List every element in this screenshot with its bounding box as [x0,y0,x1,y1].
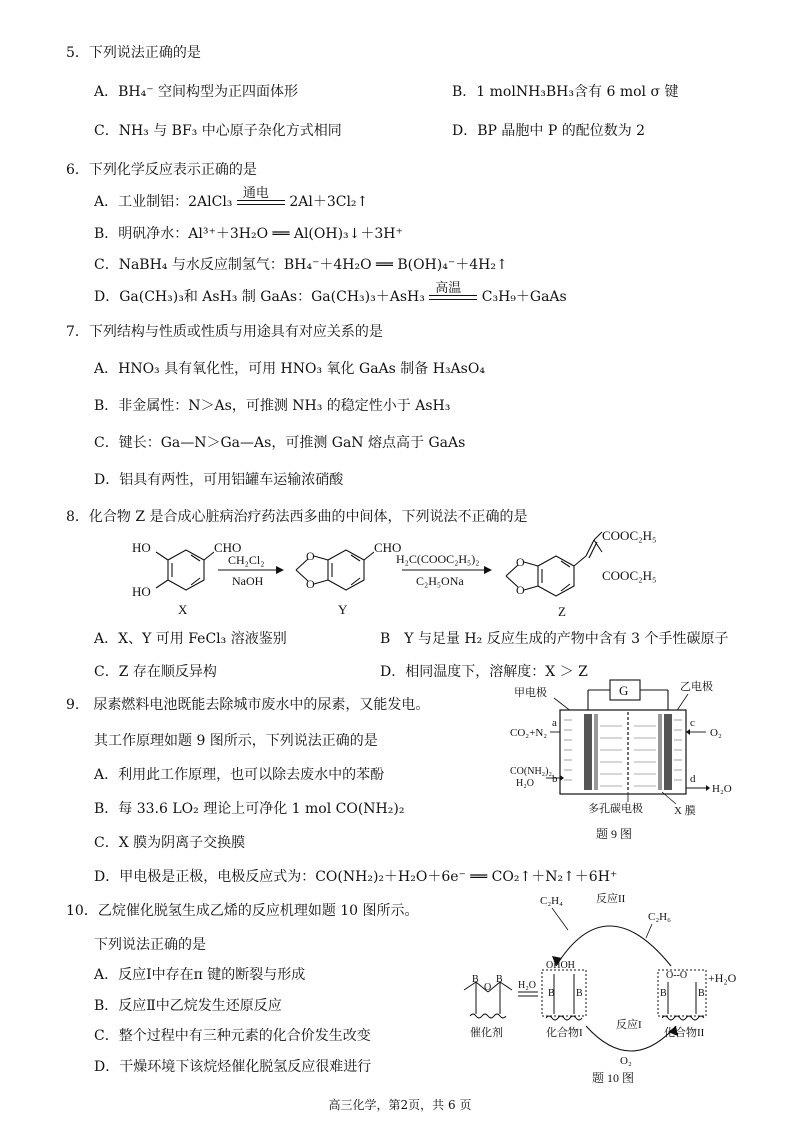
q9-option-b: B．每 33.6 LO₂ 理论上可净化 1 mol CO(NH₂)₂ [94,801,405,817]
c2h4-label: C₂H₄ [540,895,563,907]
cat-o: O [484,982,492,993]
flow-urea: CO(NH₂)₂ [510,766,552,777]
x-ho-bottom: HO [132,584,151,599]
q10-stem-line2: 下列说法正确的是 [94,937,206,953]
yi-electrode-label: 乙电极 [680,681,713,693]
compound-ii-label: 化合物II [664,1027,705,1039]
y-label: Y [338,602,348,617]
q6-d-pre: D．Ga(CH₃)₃和 AsH₃ 制 GaAs：Ga(CH₃)₃＋AsH₃ [94,289,425,305]
q8-option-d: D．相同温度下，溶解度：X ＞ Z [380,664,588,680]
cmp2-b2: B [698,988,705,999]
porous-carbon-electrode-left [594,714,598,790]
x-membrane-label: X 膜 [674,805,696,817]
cmp2-b1: B [660,988,667,999]
q10-option-d: D．干燥环境下该烷烃催化脱氢反应很难进行 [94,1059,372,1075]
q10-option-a: A．反应Ⅰ中存在π 键的断裂与形成 [94,967,306,983]
x-ho-top: HO [132,540,151,555]
z-o-top: O [516,555,525,569]
galvanometer-label: G [619,683,629,698]
flow-water-in: H₂O [516,778,534,789]
q7-option-d: D．铝具有两性，可用铝罐车运输浓硝酸 [94,472,344,488]
q6-d-post: C₃H₉＋GaAs [481,289,567,305]
cat-b2: B [496,974,503,985]
port-d: d [690,773,696,785]
compound-x [156,550,214,590]
flow-water-out: H₂O [712,783,732,795]
cmp1-ohoh: OHOH [546,960,575,971]
yi-electrode [664,714,672,790]
h2o-equilibrium: H₂O [518,980,536,991]
q6-d-cond: 高温 [435,281,462,296]
q6-option-b: B．明矾净水：Al³⁺＋3H₂O ══ Al(OH)₃↓＋3H⁺ [94,226,403,242]
q6-a-pre: A．工业制铝：2AlCl₃ [94,194,233,210]
q9-option-d: D．甲电极是正极，电极反应式为：CO(NH₂)₂＋H₂O＋6e⁻ ══ CO₂↑＋N₂↑＋6H⁺ [94,869,618,885]
q5-option-a: A．BH₄⁻ 空间构型为正四面体形 [94,84,299,100]
q8-option-b: B Y 与足量 H₂ 反应生成的产物中含有 3 个手性碳原子 [380,631,729,647]
arrow2-top: H₂C(COOC₂H₅)₂ [396,552,480,566]
q6-option-a [94,186,369,211]
reaction-i-label: 反应I [616,1019,642,1031]
x-cho: CHO [214,540,242,555]
q6-stem: 6．下列化学反应表示正确的是 [66,162,257,178]
y-o-bottom: O [306,577,315,591]
q7-option-a: A．HNO₃ 具有氧化性，可用 HNO₃ 氧化 GaAs 制备 H₃AsO₄ [94,361,485,377]
q5-option-c: C．NH₃ 与 BF₃ 中心原子杂化方式相同 [94,123,342,139]
q5-stem: 5．下列说法正确的是 [66,45,201,61]
catalyst-label: 催化剂 [470,1027,503,1039]
q6-a-cond: 通电 [242,186,269,201]
q10-option-b: B．反应Ⅱ中乙烷发生还原反应 [94,998,282,1014]
cmp1-b2: B [576,988,583,999]
page-footer: 高三化学，第2页，共 6 页 [328,1098,472,1112]
arrow1-bottom: NaOH [232,574,264,588]
port-a: a [552,717,557,729]
q9-stem-line2: 其工作原理如题 9 图所示，下列说法正确的是 [94,733,378,749]
q9-stem-line1: 9. 尿素燃料电池既能去除城市废水中的尿素，又能发电。 [66,697,430,713]
q8-stem: 8．化合物 Z 是合成心脏病治疗药法西多曲的中间体，下列说法不正确的是 [66,509,528,525]
q5-option-d: D．BP 晶胞中 P 的配位数为 2 [452,123,646,139]
z-label: Z [558,604,566,619]
cat-b1: B [472,974,479,985]
arrow2-bottom: C₂H₅ONa [416,574,464,588]
q7-stem: 7．下列结构与性质或性质与用途具有对应关系的是 [66,324,383,340]
x-label: X [178,602,188,617]
z-o-bottom: O [516,583,525,597]
reaction-arrow-2-head [484,566,492,574]
q6-d-arrow [429,281,477,304]
arrow1-top: CH₂Cl₂ [228,553,265,567]
o2-label: O₂ [620,1055,632,1067]
q10-stem-line1: 10．乙烷催化脱氢生成乙烯的反应机理如题 10 图所示。 [66,903,419,919]
porous-label: 多孔碳电极 [588,803,643,815]
jia-electrode [584,714,592,790]
fig10-caption: 题 10 图 [592,1071,635,1085]
flow-co2-n2: CO₂+N₂ [510,727,548,739]
c2h6-label: C₂H₆ [648,911,671,923]
q9-option-a: A．利用此工作原理，也可以除去废水中的苯酚 [94,767,385,783]
plus-h2o: +H₂O [708,971,737,985]
q9-fuel-cell-figure [510,676,760,846]
q8-option-c: C．Z 存在顺反异构 [94,664,217,680]
z-ester-bottom: COOC₂H₅ [602,568,657,583]
q6-option-d [94,281,567,306]
cmp1-b1: B [548,988,555,999]
q6-a-post: 2Al＋3Cl₂↑ [289,194,369,210]
q7-option-b: B．非金属性：N＞As，可推测 NH₃ 的稳定性小于 AsH₃ [94,398,451,414]
reaction-arrow-1-head [276,566,284,574]
z-ester-top: COOC₂H₅ [602,530,657,543]
cmp2-oo: O--O [666,970,688,981]
y-o-top: O [306,549,315,563]
port-c: c [690,717,695,729]
q6-a-arrow [237,186,285,209]
q8-reaction-scheme [116,530,716,620]
q9-option-c: C．X 膜为阴离子交换膜 [94,835,246,851]
y-cho: CHO [374,540,402,555]
q6-option-c: C．NaBH₄ 与水反应制氢气：BH₄⁻＋4H₂O ══ B(OH)₄⁻＋4H₂↑ [94,257,508,273]
q7-option-c: C．键长：Ga—N＞Ga—As，可推测 GaN 熔点高于 GaAs [94,435,466,451]
fig9-caption: 题 9 图 [596,827,633,841]
porous-carbon-electrode-right [658,714,662,790]
q10-option-c: C．整个过程中有三种元素的化合价发生改变 [94,1028,371,1044]
port-b: b [552,773,558,785]
q5-option-b: B．1 molNH₃BH₃含有 6 mol σ 键 [452,84,679,100]
reaction-ii-label: 反应II [596,893,626,905]
q10-mechanism-figure [456,886,746,1086]
q8-option-a: A．X、Y 可用 FeCl₃ 溶液鉴别 [94,631,287,647]
compound-i-label: 化合物I [546,1027,583,1039]
jia-electrode-label: 甲电极 [514,687,547,699]
flow-o2: O₂ [710,727,722,739]
